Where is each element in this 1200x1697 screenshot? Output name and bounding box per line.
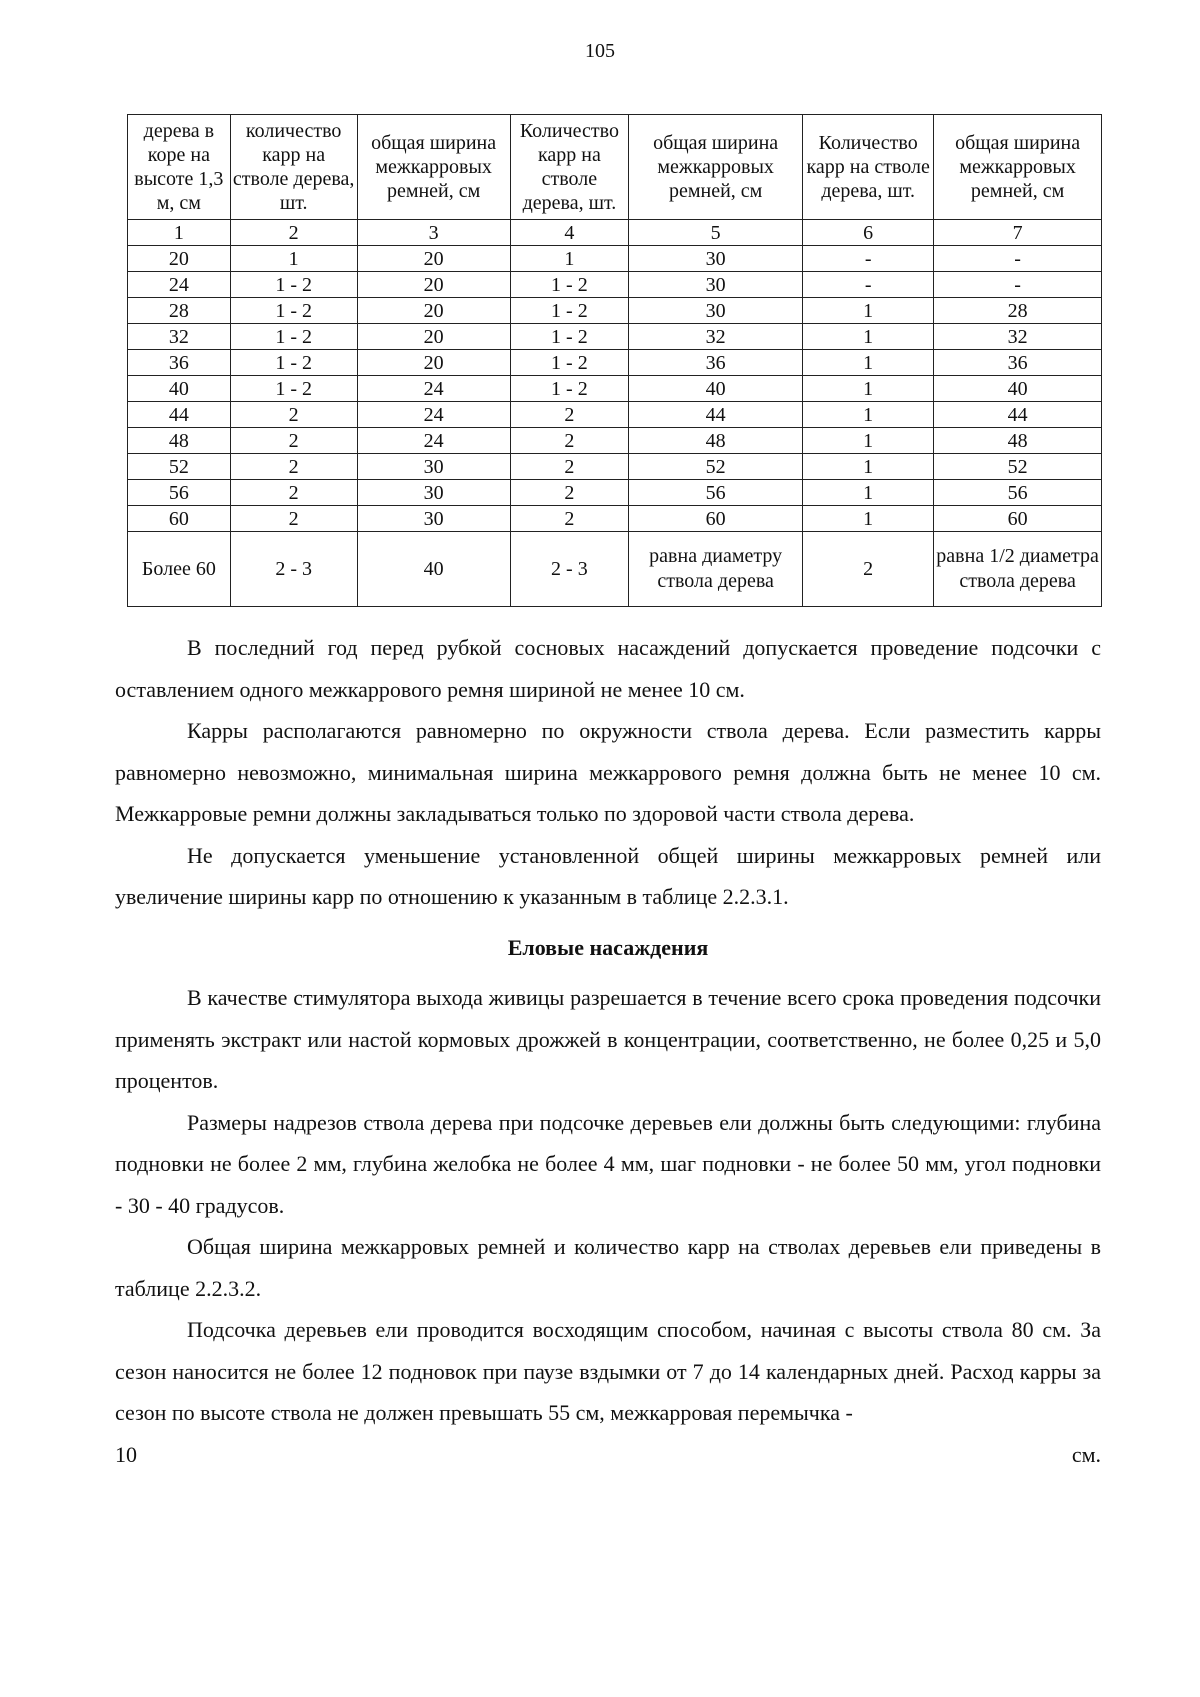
resin-tapping-table <box>127 114 1102 607</box>
table-cell: 1 - 2 <box>510 272 628 298</box>
table-cell: 48 <box>128 428 231 454</box>
table-row <box>128 246 1102 272</box>
table-cell: 1 <box>803 376 934 402</box>
table-cell: 1 <box>803 454 934 480</box>
table-header-cell: общая ширина межкарровых ремней, см <box>629 115 803 220</box>
table-cell: 36 <box>629 350 803 376</box>
table-cell: 1 <box>803 506 934 532</box>
table-cell: равна диаметру ствола дерева <box>629 532 803 607</box>
table-cell: 1 - 2 <box>230 350 357 376</box>
table-cell: 44 <box>934 402 1102 428</box>
table-cell: 2 <box>230 506 357 532</box>
column-number-cell: 6 <box>803 220 934 246</box>
paragraph: Карры располагаются равномерно по окружности ствола дерева. Если разместить карры равномерно невозможно, минимальная ширина межкаррового ремня должна быть не менее 10 см. Межкарровые ремни должны закладываться только по здоровой части ствола дерева. <box>115 718 1101 826</box>
table-cell: 60 <box>629 506 803 532</box>
table-cell: 20 <box>357 246 510 272</box>
table-cell: 56 <box>128 480 231 506</box>
table-cell: 30 <box>357 506 510 532</box>
table-cell: 1 <box>803 324 934 350</box>
table-cell: 20 <box>357 350 510 376</box>
table-cell: - <box>803 246 934 272</box>
table-cell: 2 <box>230 454 357 480</box>
last-line <box>115 1434 1101 1476</box>
table-cell: 56 <box>629 480 803 506</box>
table-header-cell: общая ширина межкарровых ремней, см <box>357 115 510 220</box>
table-cell: 1 - 2 <box>510 324 628 350</box>
section-heading: Еловые насаждения <box>507 934 709 960</box>
table-cell: 1 - 2 <box>230 298 357 324</box>
table-cell: 1 <box>803 428 934 454</box>
paragraph: Не допускается уменьшение установленной общей ширины межкарровых ремней или увеличение ширины карр по отношению к указанным в таблице 2.2.3.1. <box>115 842 1101 909</box>
table-cell: 30 <box>629 272 803 298</box>
table-cell: 60 <box>128 506 231 532</box>
page-number: 105 <box>585 40 615 62</box>
table-cell: 28 <box>128 298 231 324</box>
table-cell: 1 <box>803 480 934 506</box>
table-cell: 30 <box>357 454 510 480</box>
table-cell: 20 <box>357 324 510 350</box>
table-cell: 1 - 2 <box>230 272 357 298</box>
table-cell: 1 <box>803 298 934 324</box>
table-cell: равна 1/2 диаметра ствола дерева <box>934 532 1102 607</box>
table-cell: 32 <box>934 324 1102 350</box>
table-cell: 1 - 2 <box>230 376 357 402</box>
body-text <box>115 627 1101 1475</box>
table-cell: 40 <box>357 532 510 607</box>
column-number-row <box>128 220 1102 246</box>
table-cell: 52 <box>934 454 1102 480</box>
table-header-row <box>128 115 1102 220</box>
paragraph: Общая ширина межкарровых ремней и количество карр на стволах деревьев ели приведены в таблице 2.2.3.2. <box>115 1234 1101 1301</box>
table-cell: 1 - 2 <box>510 350 628 376</box>
table-row <box>128 532 1102 607</box>
table-header-cell: дерева в коре на высоте 1,3 м, см <box>128 115 231 220</box>
table-cell: 2 <box>230 428 357 454</box>
table-header-cell: Количество карр на стволе дерева, шт. <box>803 115 934 220</box>
table-cell: - <box>934 246 1102 272</box>
table-cell: 2 <box>230 402 357 428</box>
table-row <box>128 454 1102 480</box>
column-number-cell: 4 <box>510 220 628 246</box>
table-cell: 2 <box>510 480 628 506</box>
column-number-cell: 1 <box>128 220 231 246</box>
table-cell: 1 <box>803 350 934 376</box>
table-cell: 2 <box>803 532 934 607</box>
table-row <box>128 324 1102 350</box>
table-cell: 1 - 2 <box>230 324 357 350</box>
table-cell: 20 <box>357 272 510 298</box>
table-cell: 44 <box>629 402 803 428</box>
last-line-right: см. <box>1071 1441 1101 1467</box>
table-cell: 48 <box>934 428 1102 454</box>
table-cell: 2 <box>510 506 628 532</box>
table-row <box>128 506 1102 532</box>
paragraphs-after-heading <box>115 977 1101 1434</box>
table-cell: 40 <box>128 376 231 402</box>
paragraph: Размеры надрезов ствола дерева при подсочке деревьев ели должны быть следующими: глубина подновки не более 2 мм, глубина желобка не более 4 мм, шаг подновки - не более 50 мм, угол подновки - 30 - 40 градусов. <box>115 1109 1101 1218</box>
table-header-cell: общая ширина межкарровых ремней, см <box>934 115 1102 220</box>
table-cell: 48 <box>629 428 803 454</box>
column-number-cell: 2 <box>230 220 357 246</box>
table-cell: 24 <box>357 428 510 454</box>
table-cell: 24 <box>128 272 231 298</box>
column-number-cell: 3 <box>357 220 510 246</box>
table-cell: 30 <box>629 246 803 272</box>
table-cell: 44 <box>128 402 231 428</box>
table-header-cell: количество карр на стволе дерева, шт. <box>230 115 357 220</box>
table-row <box>128 298 1102 324</box>
table-cell: 1 - 2 <box>510 298 628 324</box>
table-cell: - <box>934 272 1102 298</box>
paragraph: Подсочка деревьев ели проводится восходящим способом, начиная с высоты ствола 80 см. За сезон наносится не более 12 подновок при паузе вздымки от 7 до 14 календарных дней. Расход карры за сезон по высоте ствола не должен превышать 55 см, межкарровая перемычка - <box>115 1317 1101 1425</box>
table-cell: 20 <box>357 298 510 324</box>
table-cell: 24 <box>357 376 510 402</box>
table-cell: 28 <box>934 298 1102 324</box>
table-cell: 52 <box>128 454 231 480</box>
column-number-cell: 7 <box>934 220 1102 246</box>
table-row <box>128 402 1102 428</box>
table-cell: 2 <box>510 428 628 454</box>
table-cell: 32 <box>629 324 803 350</box>
table-row <box>128 480 1102 506</box>
table-cell: 20 <box>128 246 231 272</box>
table-cell: 52 <box>629 454 803 480</box>
table-cell: 2 <box>510 454 628 480</box>
table-cell: 1 <box>510 246 628 272</box>
table-cell: 30 <box>629 298 803 324</box>
table-row <box>128 376 1102 402</box>
table-cell: 2 <box>230 480 357 506</box>
table-cell: 2 <box>510 402 628 428</box>
table-header-cell: Количество карр на стволе дерева, шт. <box>510 115 628 220</box>
paragraph: В качестве стимулятора выхода живицы разрешается в течение всего срока проведения подсочки применять экстракт или настой кормовых дрожжей в концентрации, соответственно, не более 0,25 и 5,0 процентов. <box>115 985 1101 1093</box>
table-cell: 36 <box>128 350 231 376</box>
table-cell: - <box>803 272 934 298</box>
table-row <box>128 428 1102 454</box>
table-cell: 32 <box>128 324 231 350</box>
table-cell: 24 <box>357 402 510 428</box>
table-cell: 2 - 3 <box>230 532 357 607</box>
paragraphs-before-heading <box>115 627 1101 918</box>
table-cell: 1 - 2 <box>510 376 628 402</box>
table-cell: 40 <box>934 376 1102 402</box>
table-cell: 36 <box>934 350 1102 376</box>
table-cell: 60 <box>934 506 1102 532</box>
table-body <box>128 220 1102 607</box>
table-cell: 1 <box>230 246 357 272</box>
column-number-cell: 5 <box>629 220 803 246</box>
table-cell: 56 <box>934 480 1102 506</box>
paragraph: В последний год перед рубкой сосновых насаждений допускается проведение подсочки с оставлением одного межкаррового ремня шириной не менее 10 см. <box>115 635 1101 702</box>
table-cell: 1 <box>803 402 934 428</box>
last-line-left: 10 <box>115 1441 137 1467</box>
table-cell: 40 <box>629 376 803 402</box>
table-cell: Более 60 <box>128 532 231 607</box>
table-row <box>128 272 1102 298</box>
table-cell: 2 - 3 <box>510 532 628 607</box>
table-cell: 30 <box>357 480 510 506</box>
table-row <box>128 350 1102 376</box>
